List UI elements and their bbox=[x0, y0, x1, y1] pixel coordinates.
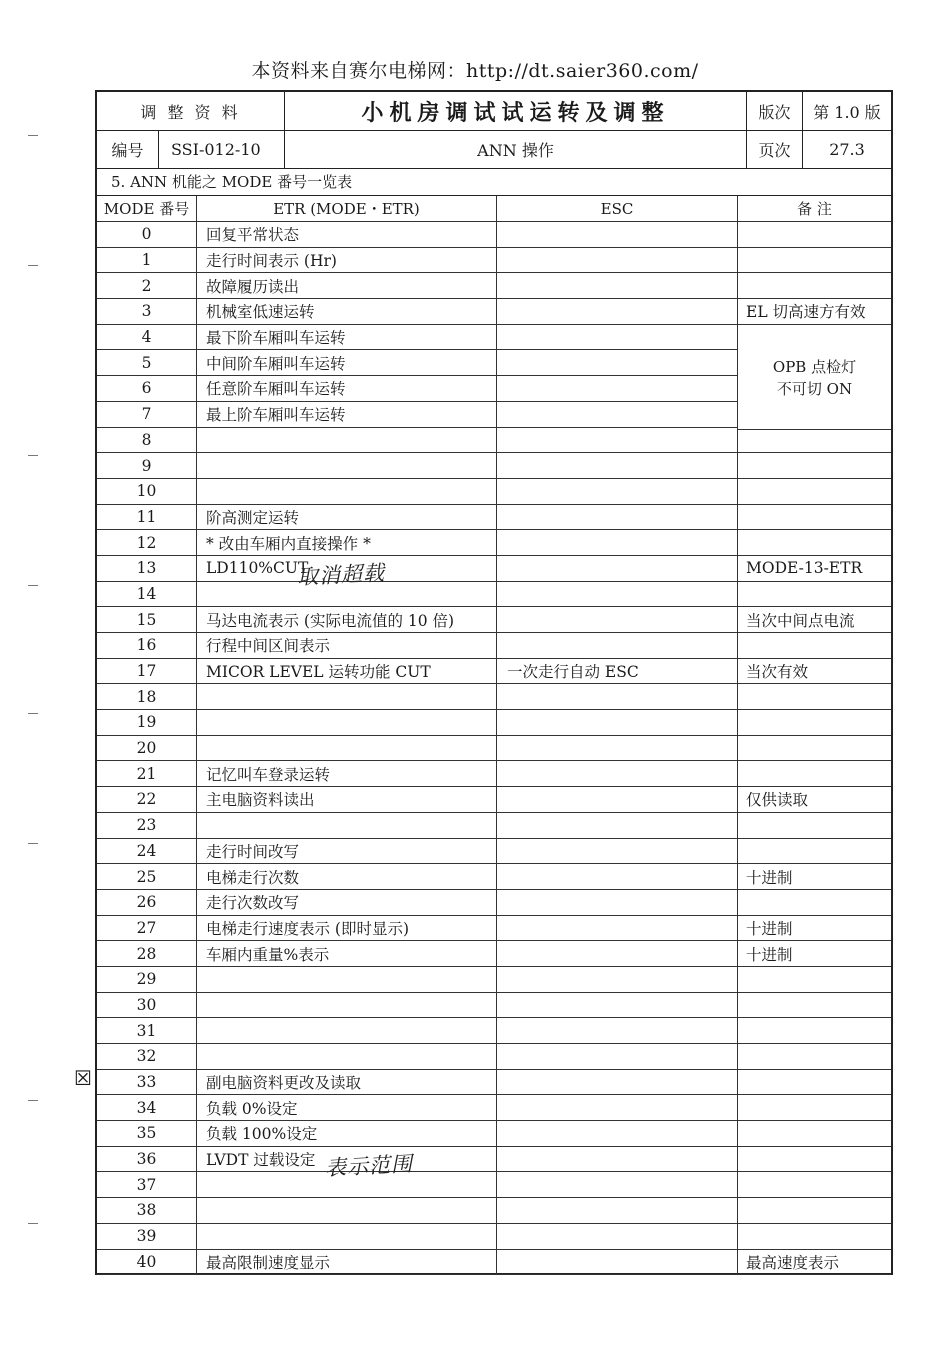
esc-cell bbox=[497, 350, 738, 375]
etr-cell: 行程中间区间表示 bbox=[197, 633, 497, 658]
etr-cell bbox=[197, 1018, 497, 1043]
esc-cell bbox=[497, 839, 738, 864]
etr-cell bbox=[197, 993, 497, 1018]
note-cell bbox=[738, 248, 891, 273]
col-header-mode: MODE 番号 bbox=[97, 196, 197, 221]
etr-cell: 车厢内重量%表示 bbox=[197, 941, 497, 966]
margin-tick bbox=[28, 455, 38, 456]
header-row-1 bbox=[97, 92, 891, 131]
note-cell: MODE-13-ETR bbox=[746, 559, 863, 578]
table-row bbox=[97, 839, 891, 865]
mode-cell: 21 bbox=[97, 761, 197, 786]
etr-cell: 马达电流表示 (实际电流值的 10 倍) bbox=[197, 607, 497, 632]
esc-cell bbox=[497, 1121, 738, 1146]
table-row bbox=[97, 967, 891, 993]
col-header-note: 备 注 bbox=[797, 200, 832, 218]
etr-cell: LD110%CUT bbox=[197, 556, 497, 581]
section-title: 5. ANN 机能之 MODE 番号一览表 bbox=[97, 168, 891, 196]
note-cell bbox=[738, 1044, 891, 1069]
etr-cell: LVDT 过载设定 bbox=[197, 1147, 497, 1172]
mode-cell: 6 bbox=[97, 376, 197, 401]
table-row bbox=[97, 710, 891, 736]
etr-cell bbox=[197, 967, 497, 992]
note-cell bbox=[738, 736, 891, 761]
etr-cell: 故障履历读出 bbox=[197, 273, 497, 298]
version-label: 版次 bbox=[747, 92, 803, 130]
margin-tick bbox=[28, 135, 38, 136]
merged-note-line2: 不可切 ON bbox=[776, 379, 853, 398]
table-row bbox=[97, 1172, 891, 1198]
etr-cell: 电梯走行次数 bbox=[197, 864, 497, 889]
etr-cell bbox=[197, 479, 497, 504]
document-sheet bbox=[95, 90, 893, 1275]
note-cell: 十进制 bbox=[746, 919, 793, 938]
esc-cell bbox=[497, 1095, 738, 1120]
table-row bbox=[97, 428, 891, 454]
esc-cell bbox=[497, 428, 738, 453]
esc-cell bbox=[497, 684, 738, 709]
esc-cell bbox=[497, 479, 738, 504]
margin-tick bbox=[28, 1100, 38, 1101]
mode-cell: 27 bbox=[97, 916, 197, 941]
mode-cell: 10 bbox=[97, 479, 197, 504]
handwritten-note-row13: 取消超载 bbox=[296, 560, 386, 590]
mode-cell: 16 bbox=[97, 633, 197, 658]
etr-cell bbox=[197, 1044, 497, 1069]
table-row bbox=[97, 1070, 891, 1096]
merged-note-opb bbox=[738, 326, 891, 430]
note-cell bbox=[738, 1070, 891, 1095]
table-row bbox=[97, 1044, 891, 1070]
mode-cell: 14 bbox=[97, 582, 197, 607]
note-cell bbox=[738, 890, 891, 915]
table-row bbox=[97, 1018, 891, 1044]
etr-cell: 中间阶车厢叫车运转 bbox=[197, 350, 497, 375]
esc-cell: 一次走行自动 ESC bbox=[497, 659, 738, 684]
mode-cell: 7 bbox=[97, 402, 197, 427]
mode-cell: 20 bbox=[97, 736, 197, 761]
esc-cell bbox=[497, 299, 738, 324]
esc-cell bbox=[497, 607, 738, 632]
table-row bbox=[97, 248, 891, 274]
handwritten-note-row36: 表示范围 bbox=[324, 1151, 414, 1181]
mode-cell: 22 bbox=[97, 787, 197, 812]
table-row bbox=[97, 993, 891, 1019]
note-cell bbox=[738, 505, 891, 530]
mode-cell: 2 bbox=[97, 273, 197, 298]
mode-cell: 1 bbox=[97, 248, 197, 273]
etr-cell: 阶高测定运转 bbox=[197, 505, 497, 530]
mode-cell: 33 bbox=[97, 1070, 197, 1095]
note-cell bbox=[738, 582, 891, 607]
page-label: 页次 bbox=[747, 130, 803, 168]
table-row bbox=[97, 607, 891, 633]
mode-cell: 18 bbox=[97, 684, 197, 709]
note-cell bbox=[738, 1198, 891, 1223]
mode-cell: 35 bbox=[97, 1121, 197, 1146]
etr-cell: 走行次数改写 bbox=[197, 890, 497, 915]
note-cell bbox=[738, 453, 891, 478]
table-row bbox=[97, 736, 891, 762]
table-row bbox=[97, 787, 891, 813]
note-cell bbox=[738, 761, 891, 786]
note-cell bbox=[738, 813, 891, 838]
note-cell: 十进制 bbox=[746, 868, 793, 887]
esc-cell bbox=[497, 505, 738, 530]
mode-cell: 15 bbox=[97, 607, 197, 632]
mode-cell: 3 bbox=[97, 299, 197, 324]
mode-cell: 30 bbox=[97, 993, 197, 1018]
esc-cell bbox=[497, 633, 738, 658]
margin-tick bbox=[28, 585, 38, 586]
etr-cell bbox=[197, 710, 497, 735]
version-value: 第 1.0 版 bbox=[813, 102, 881, 122]
mode-cell: 32 bbox=[97, 1044, 197, 1069]
esc-cell bbox=[497, 1070, 738, 1095]
table-row bbox=[97, 1250, 891, 1276]
note-cell: 最高速度表示 bbox=[746, 1253, 840, 1272]
mode-cell: 11 bbox=[97, 505, 197, 530]
mode-cell: 8 bbox=[97, 428, 197, 453]
table-row bbox=[97, 813, 891, 839]
esc-cell bbox=[497, 1018, 738, 1043]
mode-cell: 9 bbox=[97, 453, 197, 478]
mode-cell: 0 bbox=[97, 222, 197, 247]
table-row bbox=[97, 633, 891, 659]
mode-cell: 23 bbox=[97, 813, 197, 838]
table-row bbox=[97, 453, 891, 479]
esc-cell bbox=[497, 222, 738, 247]
table-row bbox=[97, 479, 891, 505]
margin-tick bbox=[28, 843, 38, 844]
etr-cell: 回复平常状态 bbox=[197, 222, 497, 247]
mode-cell: 24 bbox=[97, 839, 197, 864]
esc-cell bbox=[497, 1250, 738, 1275]
margin-tick bbox=[28, 265, 38, 266]
note-cell bbox=[738, 710, 891, 735]
mode-cell: 25 bbox=[97, 864, 197, 889]
mode-table bbox=[97, 196, 891, 1275]
esc-cell bbox=[497, 1198, 738, 1223]
etr-cell bbox=[197, 1224, 497, 1249]
note-cell bbox=[738, 428, 891, 453]
note-cell bbox=[738, 1172, 891, 1197]
table-row bbox=[97, 273, 891, 299]
esc-cell bbox=[497, 325, 738, 350]
etr-cell: 任意阶车厢叫车运转 bbox=[197, 376, 497, 401]
header-row-2 bbox=[97, 130, 891, 169]
table-row bbox=[97, 659, 891, 685]
mode-cell: 19 bbox=[97, 710, 197, 735]
esc-cell bbox=[497, 736, 738, 761]
page-value: 27.3 bbox=[829, 139, 865, 159]
note-cell bbox=[738, 1018, 891, 1043]
esc-cell bbox=[497, 710, 738, 735]
table-row bbox=[97, 1121, 891, 1147]
esc-cell bbox=[497, 761, 738, 786]
table-row bbox=[97, 222, 891, 248]
esc-cell bbox=[497, 967, 738, 992]
etr-cell bbox=[197, 453, 497, 478]
note-cell bbox=[738, 273, 891, 298]
table-row bbox=[97, 556, 891, 582]
col-header-etr: ETR (MODE・ETR) bbox=[197, 196, 497, 221]
mode-cell: 26 bbox=[97, 890, 197, 915]
topic: ANN 操作 bbox=[285, 130, 747, 168]
table-row bbox=[97, 530, 891, 556]
table-row bbox=[97, 299, 891, 325]
note-cell: 十进制 bbox=[746, 945, 793, 964]
table-row bbox=[97, 582, 891, 608]
esc-cell bbox=[497, 1044, 738, 1069]
note-cell bbox=[738, 993, 891, 1018]
esc-cell bbox=[497, 1172, 738, 1197]
etr-cell: 最高限制速度显示 bbox=[197, 1250, 497, 1275]
note-cell bbox=[738, 1224, 891, 1249]
table-row bbox=[97, 916, 891, 942]
merged-note-line1: OPB 点检灯 bbox=[772, 357, 857, 376]
esc-cell bbox=[497, 273, 738, 298]
note-cell: 仅供读取 bbox=[746, 791, 809, 810]
esc-cell bbox=[497, 453, 738, 478]
table-row bbox=[97, 1198, 891, 1224]
etr-cell: MICOR LEVEL 运转功能 CUT bbox=[197, 659, 497, 684]
number-label: 编号 bbox=[97, 130, 159, 168]
mode-cell: 4 bbox=[97, 325, 197, 350]
note-cell bbox=[738, 479, 891, 504]
esc-cell bbox=[497, 1147, 738, 1172]
mode-cell: 37 bbox=[97, 1172, 197, 1197]
mode-cell: 34 bbox=[97, 1095, 197, 1120]
esc-cell bbox=[497, 787, 738, 812]
table-row bbox=[97, 1095, 891, 1121]
etr-cell bbox=[197, 1198, 497, 1223]
etr-cell: 负载 0%设定 bbox=[197, 1095, 497, 1120]
note-cell bbox=[738, 222, 891, 247]
note-cell bbox=[738, 1095, 891, 1120]
esc-cell bbox=[497, 582, 738, 607]
esc-cell bbox=[497, 890, 738, 915]
mode-cell: 31 bbox=[97, 1018, 197, 1043]
note-cell bbox=[738, 684, 891, 709]
note-cell: EL 切高速方有效 bbox=[746, 303, 866, 322]
note-cell bbox=[738, 530, 891, 555]
etr-cell bbox=[197, 428, 497, 453]
mode-cell: 28 bbox=[97, 941, 197, 966]
margin-tick bbox=[28, 1223, 38, 1224]
note-cell: 当次中间点电流 bbox=[746, 611, 855, 630]
etr-cell: 负载 100%设定 bbox=[197, 1121, 497, 1146]
esc-cell bbox=[497, 1224, 738, 1249]
mode-cell: 38 bbox=[97, 1198, 197, 1223]
note-cell bbox=[738, 839, 891, 864]
etr-cell bbox=[197, 813, 497, 838]
source-line: 本资料来自赛尔电梯网：http://dt.saier360.com/ bbox=[251, 60, 699, 82]
note-cell bbox=[738, 1147, 891, 1172]
esc-cell bbox=[497, 916, 738, 941]
table-row bbox=[97, 761, 891, 787]
etr-cell: 走行时间表示 (Hr) bbox=[197, 248, 497, 273]
note-cell bbox=[738, 1121, 891, 1146]
etr-cell bbox=[197, 684, 497, 709]
esc-cell bbox=[497, 813, 738, 838]
etr-cell: 走行时间改写 bbox=[197, 839, 497, 864]
mode-cell: 5 bbox=[97, 350, 197, 375]
etr-cell: 最下阶车厢叫车运转 bbox=[197, 325, 497, 350]
mode-cell: 39 bbox=[97, 1224, 197, 1249]
esc-cell bbox=[497, 941, 738, 966]
etr-cell: 电梯走行速度表示 (即时显示) bbox=[197, 916, 497, 941]
esc-cell bbox=[497, 556, 738, 581]
note-cell bbox=[738, 967, 891, 992]
col-header-esc: ESC bbox=[497, 196, 738, 221]
margin-tick bbox=[28, 713, 38, 714]
mode-cell: 17 bbox=[97, 659, 197, 684]
table-header bbox=[97, 196, 891, 222]
etr-cell: 主电脑资料读出 bbox=[197, 787, 497, 812]
etr-cell bbox=[197, 736, 497, 761]
table-row bbox=[97, 1224, 891, 1250]
etr-cell: * 改由车厢内直接操作 * bbox=[197, 530, 497, 555]
etr-cell: 最上阶车厢叫车运转 bbox=[197, 402, 497, 427]
table-row bbox=[97, 864, 891, 890]
etr-cell: 记忆叫车登录运转 bbox=[197, 761, 497, 786]
number-value: SSI-012-10 bbox=[159, 130, 285, 168]
category-label: 调 整 资 料 bbox=[97, 92, 285, 130]
table-row bbox=[97, 941, 891, 967]
table-row bbox=[97, 890, 891, 916]
mode-cell: 40 bbox=[97, 1250, 197, 1275]
esc-cell bbox=[497, 248, 738, 273]
table-row bbox=[97, 505, 891, 531]
etr-cell: 副电脑资料更改及读取 bbox=[197, 1070, 497, 1095]
note-cell bbox=[738, 633, 891, 658]
esc-cell bbox=[497, 376, 738, 401]
mode-cell: 13 bbox=[97, 556, 197, 581]
esc-cell bbox=[497, 993, 738, 1018]
mode-cell: 36 bbox=[97, 1147, 197, 1172]
esc-cell bbox=[497, 864, 738, 889]
esc-cell bbox=[497, 402, 738, 427]
note-cell: 当次有效 bbox=[746, 663, 809, 682]
margin-mark-icon: ☒ bbox=[74, 1066, 92, 1090]
esc-cell bbox=[497, 530, 738, 555]
mode-cell: 12 bbox=[97, 530, 197, 555]
etr-cell: 机械室低速运转 bbox=[197, 299, 497, 324]
table-row bbox=[97, 1147, 891, 1173]
document-title: 小机房调试试运转及调整 bbox=[285, 92, 747, 130]
mode-cell: 29 bbox=[97, 967, 197, 992]
table-row bbox=[97, 684, 891, 710]
